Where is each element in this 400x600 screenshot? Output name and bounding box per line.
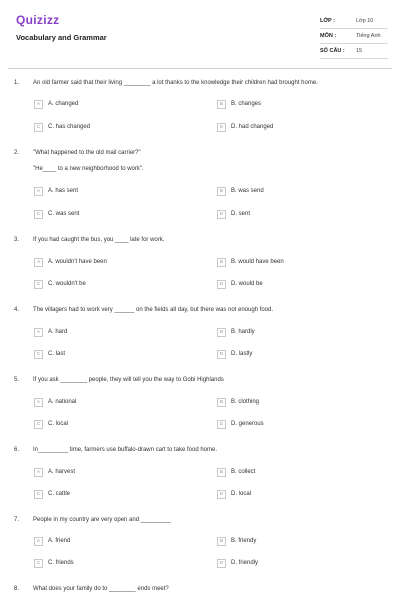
option-letter-box: D <box>217 559 226 568</box>
option-c[interactable] <box>34 122 90 132</box>
option-d[interactable] <box>217 558 258 568</box>
option-b[interactable] <box>217 327 255 337</box>
option-label: D. generous <box>231 421 264 427</box>
option-a[interactable] <box>34 186 78 196</box>
option-b[interactable] <box>217 186 264 196</box>
option-label: B. hardly <box>231 329 255 335</box>
option-label: A. friend <box>48 538 71 544</box>
question-text: If you had caught the bus, you ____ late for work. <box>33 237 165 243</box>
option-label: B. changes <box>231 101 262 107</box>
option-a[interactable] <box>34 536 70 546</box>
option-b[interactable] <box>217 467 255 477</box>
meta-class-value: Lớp 10 <box>356 18 374 24</box>
question-text: People in my country are very open and _________ <box>33 517 171 523</box>
quizizz-logo: Quizizz <box>16 13 60 27</box>
option-label: A. hard <box>48 329 68 335</box>
option-letter-box: D <box>217 420 226 429</box>
option-letter-box: D <box>217 123 226 132</box>
question-text: What does your family do to ________ ends meet? <box>33 586 169 592</box>
question-text: An old farmer said that their living ________ a lot thanks to the knowledge their children had brought home. <box>33 80 318 86</box>
worksheet-header <box>0 0 400 70</box>
option-letter-box: D <box>217 350 226 359</box>
option-b[interactable] <box>217 536 256 546</box>
meta-subject-key: MÔN : <box>320 33 337 39</box>
option-letter-box: C <box>34 123 43 132</box>
option-label: C. last <box>48 351 66 357</box>
option-c[interactable] <box>34 558 74 568</box>
option-a[interactable] <box>34 327 67 337</box>
option-label: C. wouldn't be <box>48 281 86 287</box>
option-label: C. has changed <box>48 124 91 130</box>
option-d[interactable] <box>217 419 264 429</box>
meta-class-key: LỚP : <box>320 18 335 24</box>
option-letter-box: A <box>34 258 43 267</box>
option-label: D. sent <box>231 211 251 217</box>
option-letter-box: C <box>34 559 43 568</box>
option-d[interactable] <box>217 279 263 289</box>
option-label: C. local <box>48 421 69 427</box>
option-letter-box: B <box>217 328 226 337</box>
option-c[interactable] <box>34 279 86 289</box>
option-label: B. clothing <box>231 399 260 405</box>
option-d[interactable] <box>217 489 251 499</box>
meta-class-row <box>320 14 388 29</box>
option-label: A. national <box>48 399 77 405</box>
question-number: 3. <box>14 237 20 243</box>
meta-subject-value: Tiếng Anh <box>356 33 381 39</box>
option-letter-box: A <box>34 537 43 546</box>
option-letter-box: C <box>34 350 43 359</box>
option-letter-box: C <box>34 280 43 289</box>
option-letter-box: D <box>217 490 226 499</box>
worksheet-meta <box>320 14 388 59</box>
option-d[interactable] <box>217 349 252 359</box>
option-letter-box: B <box>217 100 226 109</box>
meta-count-row <box>320 44 388 59</box>
question-text-line-2: "He____ to a new neighborhood to work". <box>33 166 144 172</box>
option-letter-box: D <box>217 280 226 289</box>
option-b[interactable] <box>217 397 259 407</box>
option-letter-box: B <box>217 187 226 196</box>
option-letter-box: C <box>34 490 43 499</box>
meta-count-value: 15 <box>356 48 363 54</box>
option-label: A. has sent <box>48 188 79 194</box>
page-title: Vocabulary and Grammar <box>16 33 107 42</box>
option-letter-box: B <box>217 537 226 546</box>
option-letter-box: A <box>34 328 43 337</box>
option-label: D. friendly <box>231 560 259 566</box>
option-b[interactable] <box>217 257 284 267</box>
option-b[interactable] <box>217 99 261 109</box>
option-label: D. would be <box>231 281 263 287</box>
option-a[interactable] <box>34 467 75 477</box>
option-d[interactable] <box>217 209 250 219</box>
option-label: A. changed <box>48 101 79 107</box>
question-number: 5. <box>14 377 20 383</box>
option-letter-box: B <box>217 468 226 477</box>
option-label: D. lastly <box>231 351 253 357</box>
option-label: B. was send <box>231 188 264 194</box>
option-d[interactable] <box>217 122 273 132</box>
question-text: If you ask ________ people, they will tell you the way to Gobi Highlands <box>33 377 224 383</box>
option-letter-box: A <box>34 100 43 109</box>
meta-subject-row <box>320 29 388 44</box>
option-letter-box: C <box>34 210 43 219</box>
question-text: In_________ time, farmers use buffalo-drawn cart to take food home. <box>33 447 217 453</box>
option-letter-box: C <box>34 420 43 429</box>
option-a[interactable] <box>34 99 78 109</box>
option-label: C. cattle <box>48 491 71 497</box>
option-c[interactable] <box>34 419 68 429</box>
option-letter-box: B <box>217 398 226 407</box>
option-letter-box: B <box>217 258 226 267</box>
option-letter-box: A <box>34 468 43 477</box>
option-c[interactable] <box>34 489 70 499</box>
option-label: C. was sent <box>48 211 80 217</box>
option-label: B. friendy <box>231 538 257 544</box>
question-number: 2. <box>14 150 20 156</box>
option-label: A. harvest <box>48 469 76 475</box>
question-text: "What happened to the old mail carrier?" <box>33 150 141 156</box>
question-number: 8. <box>14 586 20 592</box>
meta-count-key: SỐ CÂU : <box>320 48 345 54</box>
option-label: C. friends <box>48 560 74 566</box>
header-divider <box>8 68 392 69</box>
option-letter-box: A <box>34 187 43 196</box>
option-letter-box: D <box>217 210 226 219</box>
option-letter-box: A <box>34 398 43 407</box>
question-number: 1. <box>14 80 20 86</box>
question-number: 6. <box>14 447 20 453</box>
option-label: A. wouldn't have been <box>48 259 107 265</box>
option-c[interactable] <box>34 349 65 359</box>
option-c[interactable] <box>34 209 79 219</box>
option-a[interactable] <box>34 257 107 267</box>
option-label: B. collect <box>231 469 256 475</box>
question-number: 4. <box>14 307 20 313</box>
option-label: D. local <box>231 491 252 497</box>
option-label: B. would have been <box>231 259 284 265</box>
option-a[interactable] <box>34 397 76 407</box>
question-number: 7. <box>14 517 20 523</box>
question-text: The villagers had to work very ______ on the fields all day, but there was not enough food. <box>33 307 274 313</box>
option-label: D. had changed <box>231 124 274 130</box>
